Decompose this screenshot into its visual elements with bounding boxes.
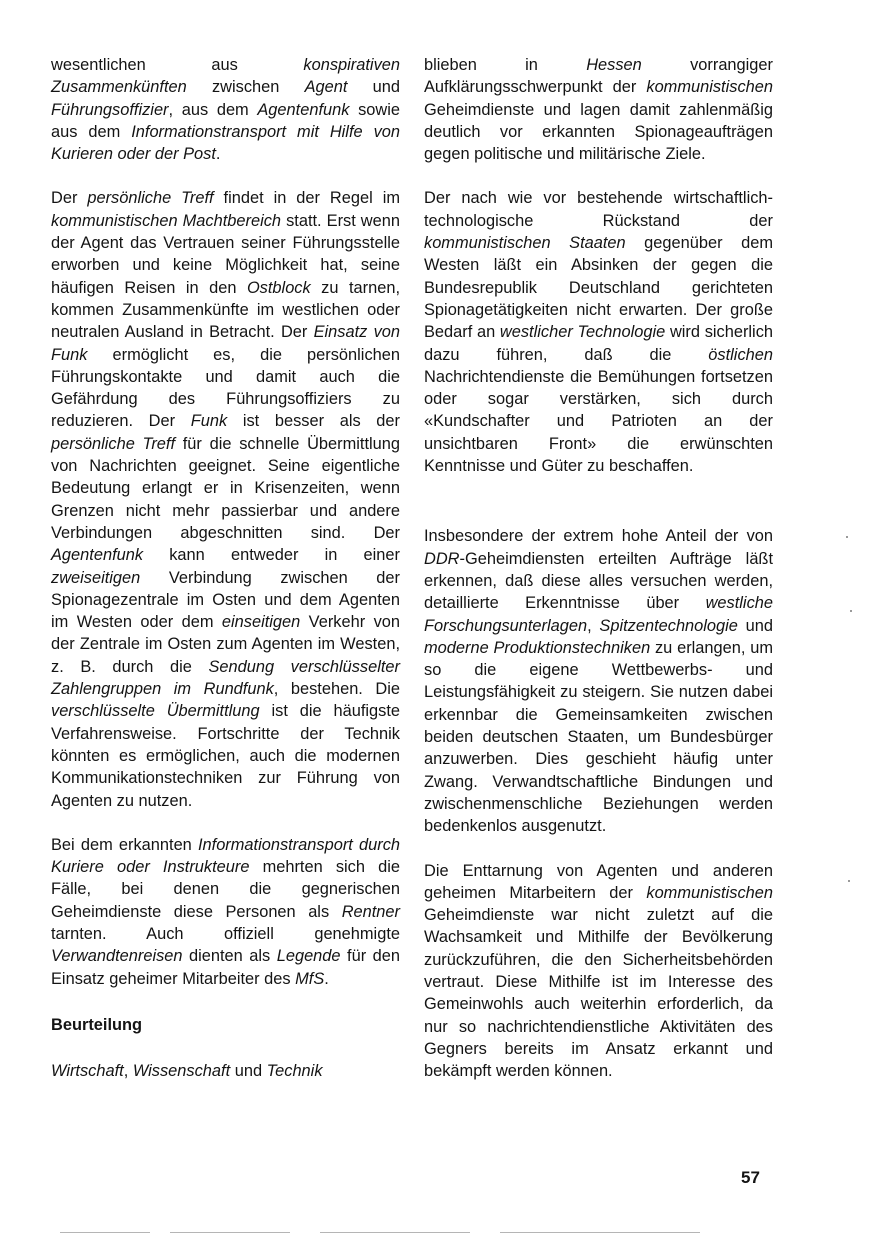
- emphasis-text: Agentenfunk: [257, 100, 350, 119]
- scan-artifact: [848, 880, 850, 882]
- scan-artifact: [500, 1232, 700, 1233]
- emphasis-text: einseitigen: [221, 613, 301, 632]
- emphasis-text: verschlüsselte Übermittlung: [51, 702, 260, 721]
- section-heading: Beurteilung: [51, 1015, 143, 1034]
- paragraph: wesentlichen aus konspirativen Zusammenkünften zwischen Agent und Führungsoffizier, aus dem Agentenfunk sowie aus dem Informationstransport mit Hilfe von Kurieren oder der Post.: [51, 56, 400, 164]
- right-column: [424, 54, 773, 1082]
- emphasis-text: DDR: [424, 549, 460, 568]
- emphasis-text: Wissenschaft: [132, 1062, 231, 1081]
- emphasis-text: Technik: [266, 1062, 323, 1081]
- paragraph: Bei dem erkannten Informationstransport durch Kuriere oder Instrukteure mehrten sich die Fälle, bei denen die gegnerischen Geheimdienste diese Personen als Rentner tarnten. Auch offiziell genehmigte Verwandtenreisen dienten als Legende für den Einsatz geheimer Mitarbeiter des MfS.: [51, 835, 400, 988]
- paragraph: Wirtschaft, Wissenschaft und Technik: [51, 1062, 323, 1081]
- emphasis-text: moderne Produktionstechniken: [424, 638, 651, 657]
- left-column: [51, 54, 400, 1082]
- emphasis-text: Informationstransport mit Hilfe von Kurieren oder der Post: [51, 122, 400, 164]
- emphasis-text: kommunistischen: [646, 78, 773, 97]
- emphasis-text: Spitzentechnologie: [599, 616, 738, 635]
- scan-artifact: [60, 1232, 150, 1233]
- emphasis-text: Verwandtenreisen: [51, 947, 183, 966]
- scan-artifact: [170, 1232, 290, 1233]
- emphasis-text: konspirativen Zusammenkünften: [51, 56, 400, 97]
- paragraph: Der persönliche Treff findet in der Regel im kommunistischen Machtbereich statt. Erst wenn der Agent das Vertrauen seiner Führungsstelle erworben und keine Möglichkeit hat, seine häufigen Reisen in den Ostblock zu tarnen, kommen Zusammenkünfte im westlichen oder neutralen Ausland in Betracht. Der Einsatz von Funk ermöglicht es, die persönlichen Führungskontakte und damit auch die Gefährdung des Führungsoffiziers zu reduzieren. Der Funk ist besser als der persönliche Treff für die schnelle Übermittlung von Nachrichten geeignet. Seine eigentliche Bedeutung erlangt er in Krisenzeiten, wenn Grenzen nicht mehr passierbar und andere Verbindungen abgeschnitten sind. Der Agentenfunk kann entweder in einer zweiseitigen Verbindung zwischen der Spionagezentrale im Osten und dem Agenten im Westen oder dem einseitigen Verkehr von der Zentrale im Osten zum Agenten im Westen, z. B. durch die Sendung verschlüsselter Zahlengruppen im Rundfunk, bestehen. Die verschlüsselte Übermittlung ist die häufigste Verfahrensweise. Fortschritte der Technik könnten es ermöglichen, auch die modernen Kommunikationstechniken zur Führung von Agenten zu nutzen.: [51, 189, 401, 810]
- emphasis-text: Informationstransport durch Kuriere oder Instrukteure: [51, 835, 400, 877]
- emphasis-text: westlicher Technologie: [499, 323, 666, 342]
- emphasis-text: östlichen: [708, 345, 773, 364]
- emphasis-text: Agentenfunk: [51, 546, 144, 565]
- paragraph: Insbesondere der extrem hohe Anteil der von DDR-Geheimdiensten erteilten Aufträge läßt erkennen, daß diese alles versuchen werden, detaillierte Erkenntnisse über westliche Forschungsunterlagen, Spitzentechnologie und moderne Produktionstechniken zu erlangen, um so die eigene Wettbewerbs- und Leistungsfähigkeit zu steigern. Sie nutzen dabei erkennbar die Gemeinsamkeiten zwischen beiden deutschen Staaten, um Bundesbürger anzuwerben. Dies geschieht häufig unter Zwang. Verwandtschaftliche Bindungen und zwischenmenschliche Beziehungen werden bedenkenlos ausgenutzt.: [424, 527, 774, 836]
- scan-artifact: [846, 536, 848, 538]
- emphasis-text: Einsatz von Funk: [51, 323, 400, 364]
- emphasis-text: Hessen: [586, 56, 642, 74]
- paragraph: Die Enttarnung von Agenten und anderen geheimen Mitarbeitern der kommunistischen Geheimdienste war nicht zuletzt auf die Wachsamkeit und Mithilfe der Bevölkerung zurückzuführen, die den Sicherheitsbehörden vertraut. Diese Mithilfe ist im Interesse des Gemeinwohls auch weiterhin erforderlich, da nur so nachrichtendienstliche Aktivitäten des Gegners bereits im Ansatz erkannt und bekämpft werden können.: [424, 861, 773, 1081]
- emphasis-text: kommunistischen Staaten: [424, 234, 626, 253]
- scan-artifact: [850, 610, 852, 612]
- emphasis-text: Sendung verschlüsselter Zahlengruppen im Rundfunk: [51, 657, 400, 699]
- emphasis-text: kommunistischen: [646, 883, 773, 902]
- emphasis-text: Ostblock: [246, 278, 311, 297]
- emphasis-text: westliche Forschungsunterlagen: [424, 594, 773, 635]
- scan-artifact: [320, 1232, 470, 1233]
- emphasis-text: Funk: [190, 412, 228, 431]
- emphasis-text: persönliche Treff: [87, 189, 214, 208]
- emphasis-text: Agent: [304, 78, 348, 97]
- page-number: 57: [741, 1168, 760, 1187]
- paragraph: blieben in Hessen vorrangiger Aufklärungsschwerpunkt der kommunistischen Geheimdienste und lagen damit zahlenmäßig deutlich vor erkannten Spionageaufträgen gegen politische und militärische Ziele.: [424, 56, 773, 164]
- emphasis-text: kommunistischen Machtbereich: [51, 211, 282, 230]
- emphasis-text: persönliche Treff: [51, 434, 176, 453]
- emphasis-text: MfS: [295, 969, 325, 988]
- emphasis-text: zweiseitigen: [51, 568, 141, 587]
- emphasis-text: Rentner: [341, 902, 400, 921]
- emphasis-text: Legende: [276, 947, 341, 966]
- paragraph: Der nach wie vor bestehende wirtschaftlich-technologische Rückstand der kommunistischen Staaten gegenüber dem Westen läßt ein Absinken der gegen die Bundesrepublik Deutschland gerichteten Spionagetätigkeiten nicht erwarten. Der große Bedarf an westlicher Technologie wird sicherlich dazu führen, daß die östlichen Nachrichtendienste die Bemühungen fortsetzen oder sogar verstärken, sich durch «Kundschafter und Patrioten an der unsichtbaren Front» die erwünschten Kenntnisse und Güter zu beschaffen.: [424, 189, 774, 476]
- emphasis-text: Wirtschaft: [51, 1062, 124, 1081]
- emphasis-text: Führungsoffizier: [51, 100, 169, 119]
- spacer: [424, 499, 773, 525]
